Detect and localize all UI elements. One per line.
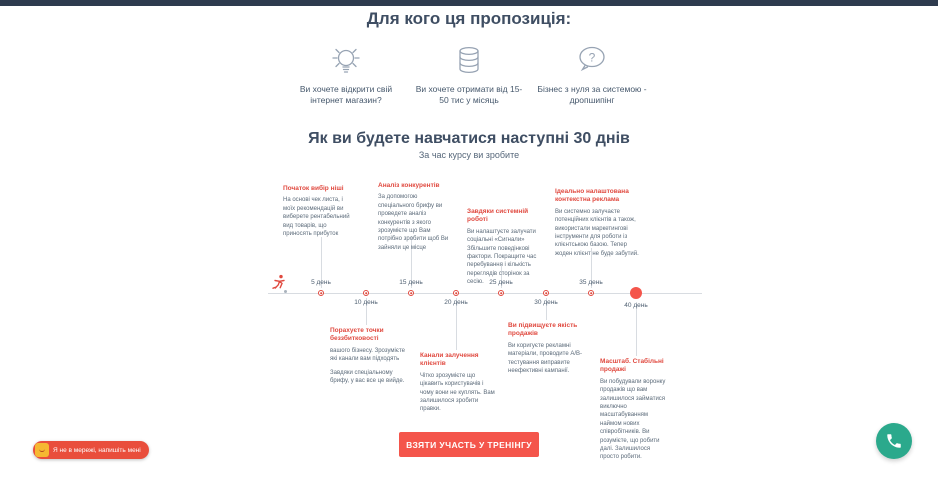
- chat-avatar-icon: [35, 443, 49, 457]
- section-title-audience: Для кого ця пропозиція:: [366, 9, 572, 28]
- milestone-dot-icon: [318, 290, 324, 296]
- note-title: Масштаб. Стабільні продажі: [600, 358, 664, 374]
- timeline-note-breakeven: [330, 327, 408, 385]
- join-training-button[interactable]: ВЗЯТИ УЧАСТЬ У ТРЕНІНГУ: [399, 432, 539, 457]
- milestone-label: 40 день: [624, 302, 648, 309]
- milestone-dot-icon: [588, 290, 594, 296]
- milestone-dot-icon: [453, 290, 459, 296]
- lightbulb-icon: [289, 40, 404, 84]
- milestone-label: 35 день: [579, 279, 603, 286]
- note-body: Ви побудували воронку продажів що вам залишилося займатися виключно масштабуванням наймом нових співробітників. Ви розумієте, що робити далі. Залишилося просто робити.: [600, 378, 666, 461]
- feature-caption: Бізнес з нуля за системою - дропшипінг: [537, 84, 647, 106]
- note-title: Ви підвищуєте якість продажів: [508, 322, 578, 338]
- note-title: Аналіз конкурентів: [378, 182, 440, 189]
- note-body: Завдяки спеціальному брифу, у вас все це вийде.: [330, 369, 405, 385]
- timeline-note-scale: [600, 358, 670, 462]
- milestone-dot-icon: [630, 287, 642, 299]
- timeline-note-channels: [420, 352, 498, 414]
- milestone-label: 15 день: [399, 279, 423, 286]
- note-title: Порахуєте точки беззбитковості: [330, 327, 384, 343]
- note-body: вашого бізнесу. Зрозумієте які канали вам підходять: [330, 347, 405, 363]
- feature-caption: Ви хочете отримати від 15-50 тис у місяць: [415, 84, 523, 106]
- note-body: Ви коригуєте рекламні матеріали, проводите А/В-тестування виправите неефективні кампанії.: [508, 342, 582, 375]
- timeline-note-sales-quality: [508, 322, 596, 375]
- note-title: Ідеально налаштована контекстна реклама: [555, 188, 629, 204]
- note-body: На основі чек листа, і моїх рекомендацій ви виберете рентабельний вид товарів, що приносять прибуток: [283, 197, 350, 237]
- section-title-course: Як ви будете навчатися наступні 30 днів: [308, 130, 630, 147]
- features-row: [0, 40, 938, 107]
- milestone-label: 5 день: [311, 279, 331, 286]
- section-subtitle-course: За час курсу ви зробите: [418, 150, 520, 160]
- question-bubble-icon: [535, 40, 650, 84]
- timeline-note-competitors: [378, 182, 450, 252]
- milestone-label: 25 день: [489, 279, 513, 286]
- timeline-note-context-ads: [555, 188, 645, 258]
- note-body: Чітко зрозумієте що цікавить користувачів і чому вони не куплять. Вам залишилося зробити правки.: [420, 372, 495, 413]
- note-title: Завдяки системній роботі: [467, 208, 529, 224]
- coins-icon: [412, 40, 527, 84]
- timeline-note-systematic-work: [467, 208, 547, 287]
- feature-dropshipping: [535, 40, 650, 107]
- milestone-dot-icon: [543, 290, 549, 296]
- milestone-label: 30 день: [534, 299, 558, 306]
- feature-income: [412, 40, 527, 107]
- runner-icon: [270, 274, 287, 291]
- top-navigation-bar: [0, 0, 938, 6]
- note-body: Ви налаштуєте залучати соціальні «Сигнали» Збільшите поведінкові фактори. Покращите час перебування і кількість переглядів сторінок за сесію.: [467, 228, 537, 286]
- phone-icon: [885, 432, 903, 450]
- timeline-note-niche: [283, 185, 355, 238]
- chat-widget-badge[interactable]: [33, 441, 149, 459]
- milestone-dot-icon: [498, 290, 504, 296]
- feature-open-shop: [289, 40, 404, 107]
- milestone-dot-icon: [363, 290, 369, 296]
- chat-status-label: Я не в мережі, напишіть мені: [53, 446, 141, 454]
- note-title: Канали залучення клієнтів: [420, 352, 479, 368]
- milestone-label: 20 день: [444, 299, 468, 306]
- call-button[interactable]: [876, 423, 912, 459]
- milestone-dot-icon: [408, 290, 414, 296]
- note-title: Початок вибір ніші: [283, 185, 344, 192]
- svg-text:?: ?: [588, 50, 596, 65]
- connector-line: [636, 302, 637, 356]
- milestone-label: 10 день: [354, 299, 378, 306]
- note-body: Ви системно залучаєте потенційних клієнтів а також, використали маркетингові інструменти для роботи із клієнтською базою. Тепер жоден клієнт не буде забутий.: [555, 208, 639, 257]
- feature-caption: Ви хочете відкрити свій інтернет магазин?: [299, 84, 393, 106]
- note-body: За допомогою спеціального брифу ви проведете аналіз конкурентів з якого зрозумієте що Вам потрібно зробити щоб Ви зайняли це місце: [378, 194, 449, 251]
